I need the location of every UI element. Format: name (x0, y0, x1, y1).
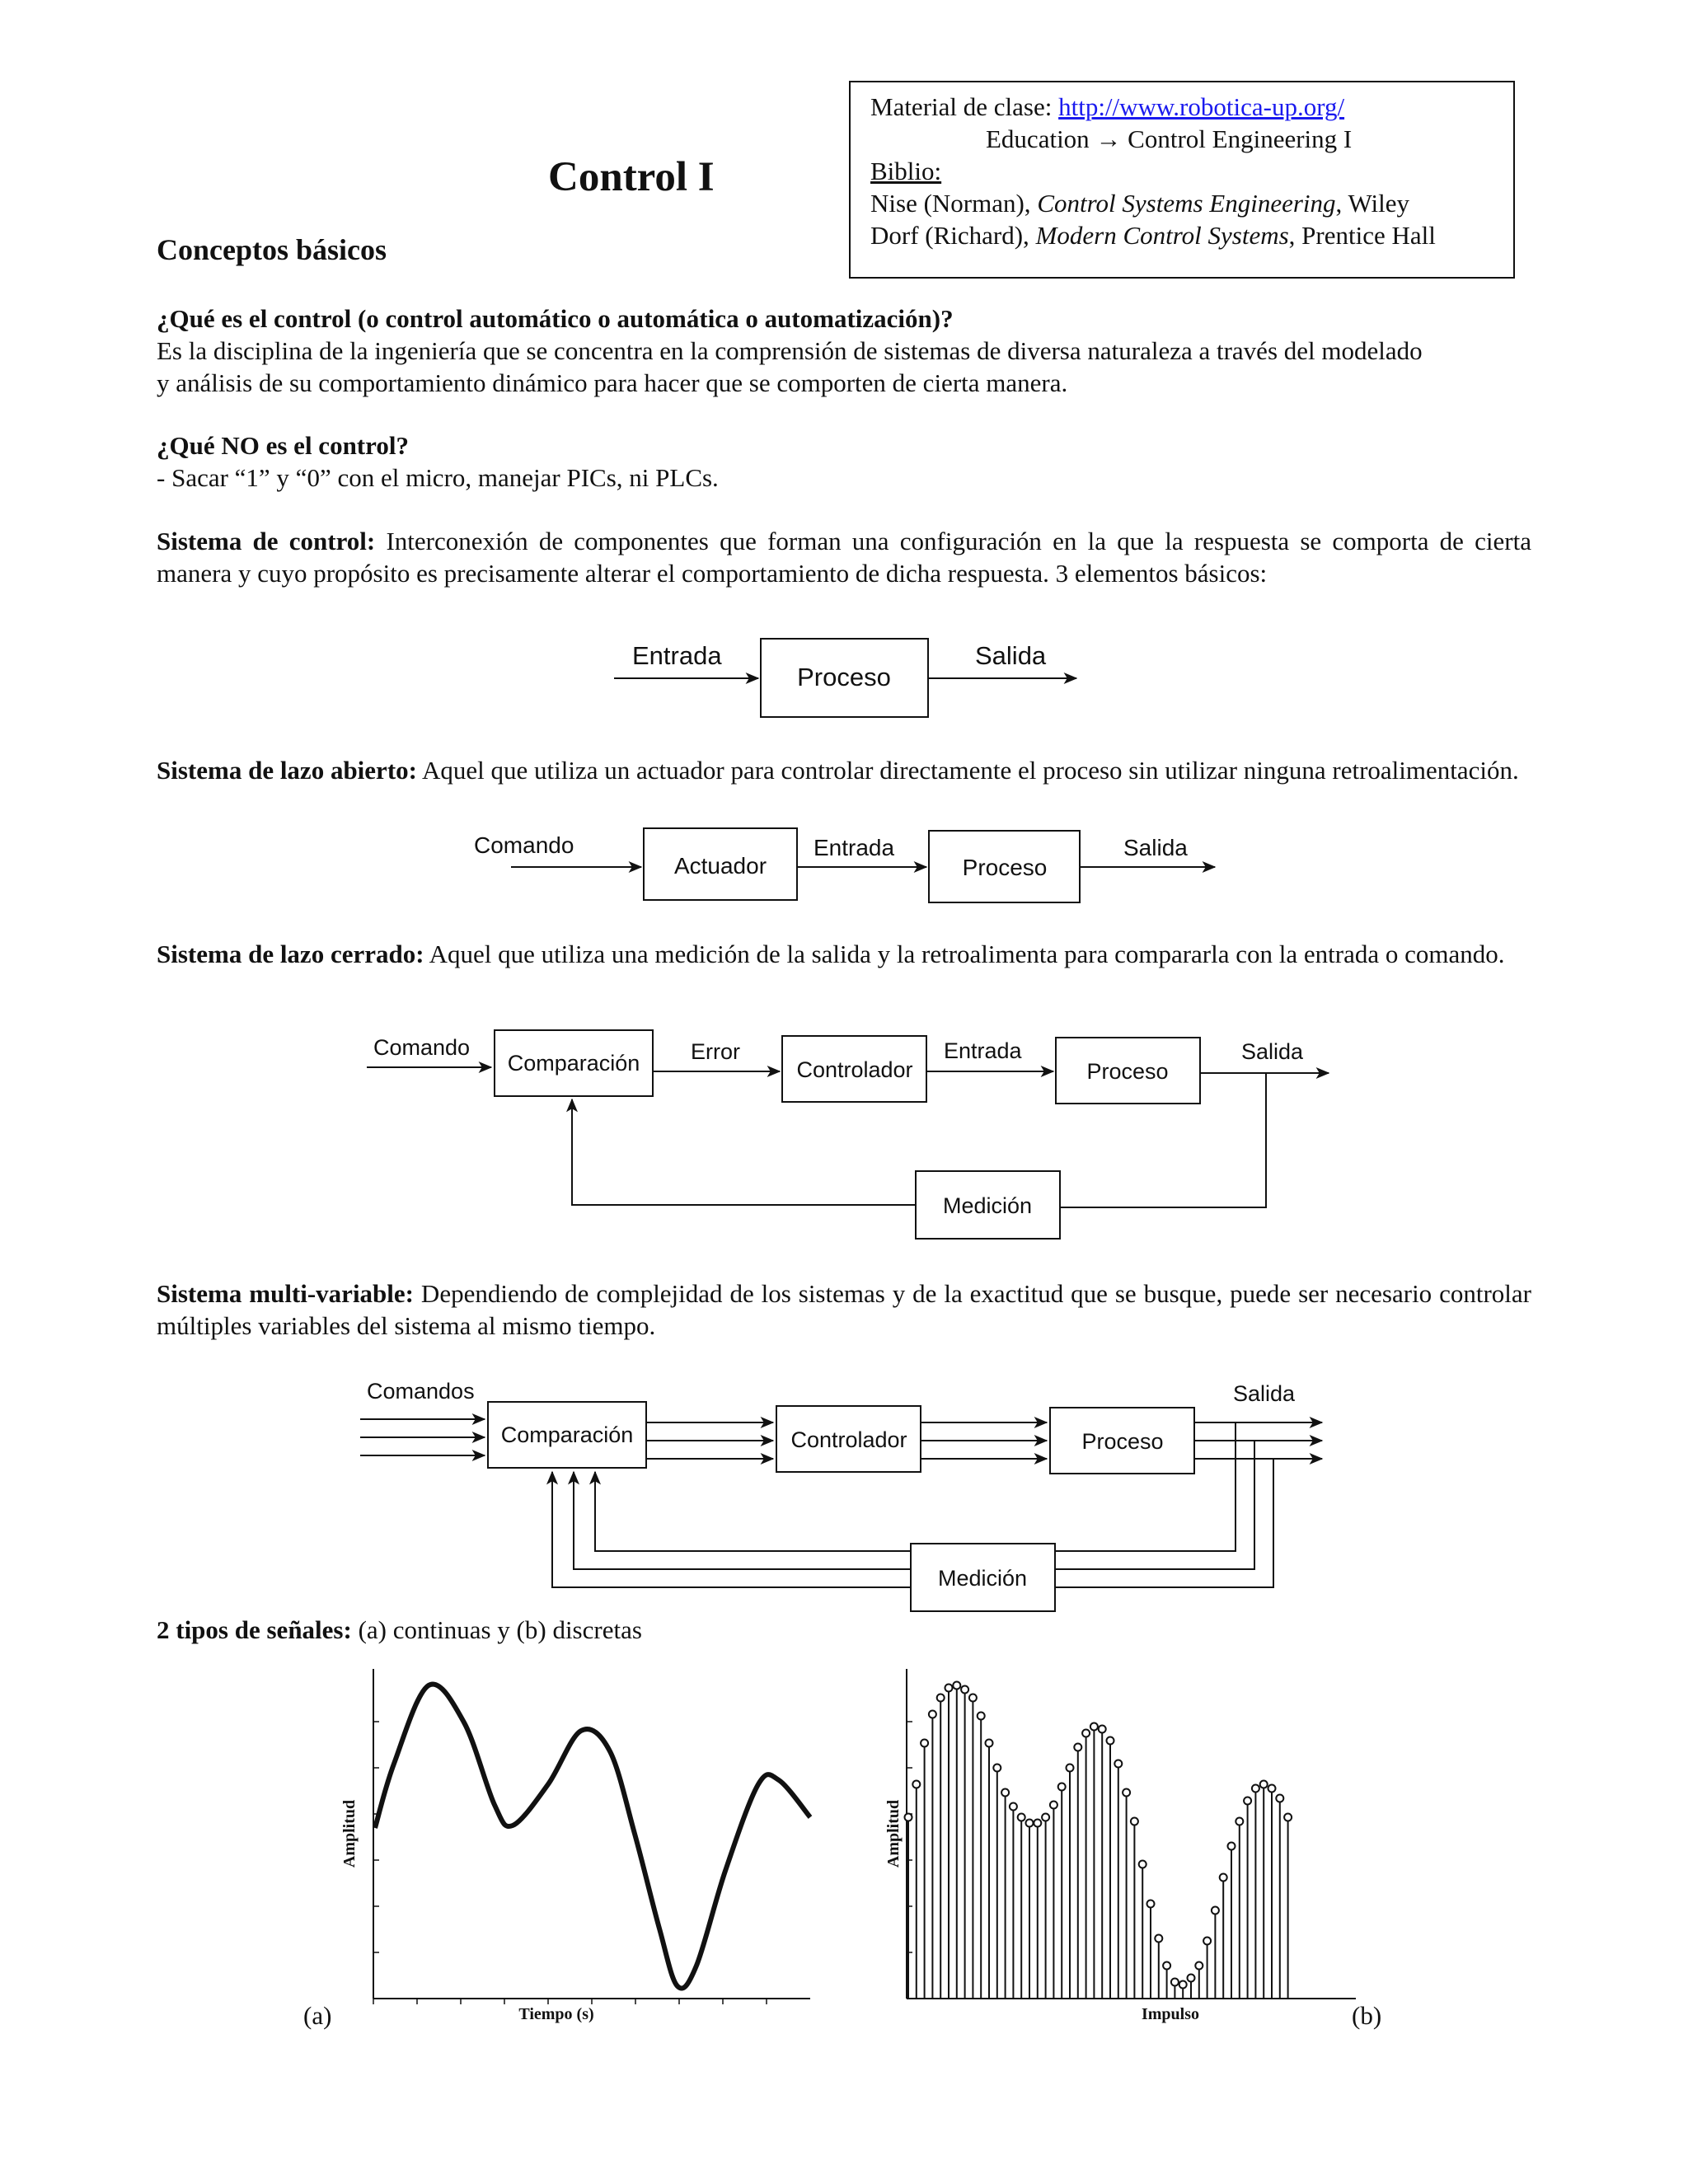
signals-paragraph: 2 tipos de señales: (a) continuas y (b) discretas (157, 1615, 642, 1644)
d3-entrada-label: Entrada (944, 1038, 1022, 1063)
plot-b-ylabel: Amplitud (884, 1799, 903, 1868)
discrete-sample-marker (1220, 1874, 1227, 1882)
discrete-sample-marker (1276, 1795, 1283, 1802)
closed-loop-paragraph: Sistema de lazo cerrado: Aquel que utiliza una medición de la salida y la retroalimenta para compararla con la entrada o comando. (157, 940, 1505, 968)
d2-process-label: Proceso (962, 855, 1048, 880)
discrete-sample-marker (1082, 1730, 1090, 1737)
d3-process-label: Proceso (1086, 1059, 1169, 1084)
discrete-sample-marker (1244, 1797, 1251, 1805)
plot-a-tag: (a) (303, 2001, 332, 2030)
discrete-sample-marker (1034, 1820, 1041, 1827)
discrete-sample-marker (1018, 1814, 1025, 1821)
discrete-sample-marker (1042, 1814, 1049, 1821)
d3-input-label: Comando (373, 1035, 471, 1060)
multivariable-paragraph: Sistema multi-variable: Dependiendo de complejidad de los sistemas y de la exactitud que se busque, puede ser necesario controlar múltiples variables del sistema al mismo tiempo. (157, 1279, 1531, 1340)
discrete-sample-marker (1203, 1938, 1211, 1945)
discrete-sample-marker (1114, 1760, 1122, 1768)
page-subtitle: Conceptos básicos (157, 233, 387, 266)
discrete-sample-marker (1026, 1820, 1034, 1827)
discrete-sample-marker (945, 1685, 953, 1692)
d4-controller-label: Controlador (790, 1427, 907, 1452)
discrete-sample-marker (1058, 1783, 1066, 1791)
d3-feedback-in (572, 1099, 916, 1205)
discrete-sample-marker (929, 1711, 936, 1718)
open-loop-paragraph: Sistema de lazo abierto: Aquel que utiliza un actuador para controlar directamente el proceso sin utilizar ninguna retroalimentación. (157, 756, 1519, 785)
d4-measurement-label: Medición (937, 1566, 1028, 1591)
discrete-sample-marker (1090, 1723, 1098, 1731)
page-title: Control I (548, 154, 715, 200)
q1-body-line2: y análisis de su comportamiento dinámico para hacer que se comporten de cierta manera. (157, 368, 1068, 397)
d3-output-label: Salida (1241, 1039, 1304, 1064)
plot-a-xlabel: Tiempo (s) (518, 2005, 594, 2023)
discrete-sample-marker (1163, 1962, 1170, 1970)
material-line: Material de clase: http://www.robotica-up.org/ (870, 92, 1345, 121)
d3-error-label: Error (691, 1039, 740, 1064)
reference-1: Nise (Norman), Control Systems Engineering, Wiley (870, 189, 1409, 218)
discrete-sample-marker (1139, 1861, 1146, 1868)
d1-process-label: Proceso (797, 663, 891, 691)
discrete-sample-marker (1067, 1765, 1074, 1772)
discrete-sample-marker (1268, 1785, 1276, 1793)
plot-b-tag: (b) (1352, 2001, 1382, 2030)
d4-process-label: Proceso (1081, 1429, 1164, 1454)
d2-output-label: Salida (1123, 835, 1188, 860)
plot-b-xlabel: Impulso (1141, 2005, 1200, 2023)
d4-input-label: Comandos (367, 1379, 475, 1404)
discrete-sample-marker (1188, 1975, 1195, 1982)
d3-feedback-out (1060, 1073, 1266, 1207)
discrete-sample-marker (1284, 1814, 1292, 1821)
q2-heading: ¿Qué NO es el control? (157, 431, 409, 460)
discrete-sample-marker (912, 1781, 920, 1788)
discrete-sample-marker (921, 1740, 928, 1747)
d2-mid-label: Entrada (814, 835, 895, 860)
q1-body-line1: Es la disciplina de la ingeniería que se concentra en la comprensión de sistemas de diversa naturaleza a través del modelado (157, 336, 1423, 365)
d3-measurement-label: Medición (942, 1193, 1033, 1218)
discrete-sample-marker (1212, 1907, 1219, 1915)
discrete-sample-marker (1001, 1789, 1009, 1797)
discrete-sample-marker (1236, 1818, 1243, 1825)
discrete-sample-marker (1050, 1802, 1057, 1809)
discrete-sample-marker (905, 1814, 912, 1821)
continuous-signal-curve (375, 1685, 810, 1989)
d4-fb-in-1 (595, 1472, 911, 1551)
discrete-sample-marker (1099, 1726, 1106, 1733)
discrete-sample-marker (1107, 1737, 1114, 1745)
discrete-sample-marker (937, 1694, 945, 1702)
discrete-sample-marker (1260, 1781, 1268, 1788)
d1-input-label: Entrada (632, 641, 722, 670)
discrete-sample-marker (969, 1694, 977, 1702)
d3-controller-label: Controlador (796, 1057, 913, 1082)
discrete-sample-marker (1123, 1789, 1130, 1797)
course-link[interactable]: http://www.robotica-up.org/ (1058, 92, 1345, 121)
q2-body: - Sacar “1” y “0” con el micro, manejar PICs, ni PLCs. (157, 463, 719, 492)
discrete-sample-marker (1131, 1818, 1138, 1825)
d4-output-label: Salida (1233, 1381, 1296, 1406)
d2-input-label: Comando (474, 832, 574, 858)
d4-fb-out-2 (1055, 1441, 1254, 1569)
discrete-sample-marker (1171, 1979, 1179, 1986)
discrete-sample-marker (961, 1686, 968, 1694)
q1-heading: ¿Qué es el control (o control automático o automática o automatización)? (157, 304, 954, 333)
discrete-sample-marker (1074, 1744, 1081, 1751)
discrete-sample-marker (953, 1682, 960, 1690)
biblio-label: Biblio: (870, 157, 942, 185)
d2-actuator-label: Actuador (673, 853, 767, 879)
discrete-sample-marker (1195, 1962, 1203, 1970)
plot-a-ylabel: Amplitud (340, 1799, 359, 1868)
discrete-sample-marker (993, 1765, 1001, 1772)
discrete-sample-marker (978, 1713, 985, 1720)
discrete-sample-marker (1147, 1900, 1155, 1908)
discrete-sample-marker (986, 1740, 993, 1747)
control-system-paragraph: Sistema de control: Interconexión de componentes que forman una configuración en la que la respuesta se comporta de cierta manera y cuyo propósito es precisamente alterar el comportamiento de dicha respuesta. 3 elementos básicos: (157, 527, 1531, 588)
discrete-sample-marker (1252, 1785, 1259, 1793)
education-path: Education → Control Engineering I (986, 124, 1353, 153)
discrete-sample-marker (1155, 1935, 1162, 1943)
plot-a-axes (373, 1669, 810, 2004)
d3-comparison-label: Comparación (507, 1051, 640, 1076)
discrete-sample-marker (1228, 1843, 1236, 1850)
d4-comparison-label: Comparación (500, 1422, 634, 1447)
reference-2: Dorf (Richard), Modern Control Systems, Prentice Hall (870, 221, 1436, 250)
d4-fb-in-2 (574, 1472, 911, 1569)
discrete-signal-stems (905, 1682, 1292, 1999)
d4-fb-out-3 (1055, 1459, 1273, 1587)
d1-output-label: Salida (975, 641, 1047, 670)
discrete-sample-marker (1179, 1981, 1187, 1989)
discrete-sample-marker (1010, 1803, 1017, 1811)
